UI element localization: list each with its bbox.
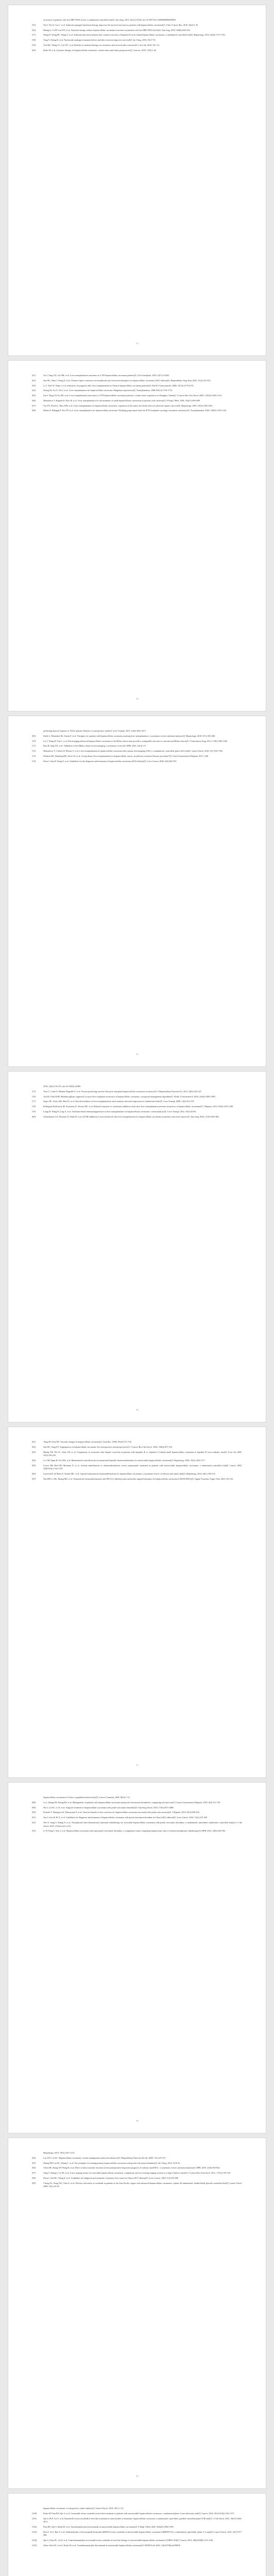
reference-number: [79] bbox=[32, 1110, 36, 1113]
reference-number: [76] bbox=[32, 1095, 36, 1098]
reference-item bbox=[32, 2507, 242, 2511]
reference-text: Rodriguez-Peralvarez M, Tsochatzis E, Naveas MC, et al. Reduced exposure to calcineurin inhibitors early after liver transplantation prevents recurrence of hepatocellular carcinoma[J]. J Hepatol, 2013, 59(6):1193-1199. bbox=[43, 1105, 234, 1108]
reference-item bbox=[32, 374, 242, 378]
reference-item bbox=[32, 384, 242, 388]
reference-number: [61] bbox=[32, 374, 36, 377]
reference-item bbox=[32, 1440, 242, 1444]
reference-item bbox=[32, 1459, 242, 1463]
reference-number: [68] bbox=[32, 409, 36, 412]
reference-text: Lencioni R, de Baere T, Soulen MC, et al. Lipiodol transarterial chemoembolization for hepatocellular carcinoma: a systematic review of efficacy and safety data[J]. Hepatology, 2016, 64(1):106-116. bbox=[43, 1472, 216, 1476]
reference-item bbox=[32, 2531, 242, 2537]
reference-number: [93] bbox=[32, 1829, 36, 1833]
reference-text: Pinheiro RS, Waisberg DR, Nacif LS, et al. Living donor liver transplantation for hepatocellular cancer: an (almost) exclusive Eastern procedure?[J]. Transl Gastroenterol Hepatol, 2017, 2:68. bbox=[43, 754, 209, 757]
reference-number: [86] bbox=[32, 1472, 36, 1476]
reference-number: [66] bbox=[32, 399, 36, 402]
reference-item bbox=[32, 744, 242, 748]
reference-item bbox=[32, 1110, 242, 1114]
reference-text: Kim B, Jung YK, et al. Validation of the Milan criteria for downstaging: a systematic review[J]. HPB, 2021, 23(3):1-9. bbox=[43, 744, 146, 748]
reference-number: [63] bbox=[32, 384, 36, 387]
document-page bbox=[8, 1072, 266, 1422]
reference-item bbox=[32, 399, 242, 403]
reference-text: predicting tumour response to TACE patients: Results of a prospective study[J]. Liver Transpl, 2015, 21(8):1062-1071. bbox=[43, 730, 147, 732]
reference-item bbox=[32, 409, 242, 413]
reference-text: Segev DL, Sozio SM, Shin EJ, et al. Steroid avoidance in liver transplantation: meta-analysis and meta-regression of randomized trials[J]. Liver Transpl, 2008, 14(4):512-525. bbox=[43, 1100, 195, 1103]
reference-text: Kokudo T, Hasegawa K, Matsuyama Y, et al. Survival benefit of liver resection for hepatocellular carcinoma associated with portal vein invasion[J]. J Hepatol, 2016, 65(5):938-943. bbox=[43, 1811, 200, 1814]
reference-text: Toso C, Cader S, Mentha-Dugerdil A, et al. Factors predicting survival after post-transplant hepatocellular carcinoma recurrence[J]. J Hepatobiliary Pancreat Sci, 2013, 20(3):342-347. bbox=[43, 1090, 202, 1093]
reference-text: Kudo M, et al. Systemic therapy for hepatocellular carcinoma: current status and future perspectives[J]. Cancers, 2019, 11(8):1-20. bbox=[43, 48, 157, 52]
reference-text: Li N, Feng S, Xue J, et al. Hepatocellular carcinoma with main portal vein tumor thrombus: a comparative study comparing hepatectomy with or without neoadjuvant radiotherapy[J]. HPB, 2016, 18(6):549-556. bbox=[43, 1829, 226, 1833]
reference-number: [62] bbox=[32, 379, 36, 382]
reference-text: Shi J, Lai EC, Li N, et al. Surgical treatment of hepatocellular carcinoma with portal vein tumor thrombus[J]. Ann Surg Oncol, 2010, 17(8):2073-2080. bbox=[43, 1806, 174, 1809]
reference-item bbox=[32, 2177, 242, 2180]
reference-text: recurrence in patients with low HBV-DNA levels: a randomized controlled trial[J]. Ann Surg, 2015, 261(1):56-66. doi:10.1097/SLA.0000000000000858. bbox=[43, 19, 176, 21]
reference-text: Yang Y, Zhang H, et al. Nucleoside analogue treatment before and after resection improves survival[J]. Int J Surg, 2016, 38:27-35. bbox=[43, 39, 156, 42]
reference-item bbox=[32, 2172, 242, 2175]
reference-item bbox=[32, 755, 242, 758]
reference-text: Mazzaferro V, Citterio D, Bhoori S, et al. Liver transplantation in hepatocellular carcinoma after tumour downstaging (XXL): a randomised, controlled, phase 2b/3 trial[J]. Lancet Oncol, 2020, 21(7):947-956. bbox=[43, 750, 223, 753]
reference-text: Wei X, Jiang Y, Zhang X, et al. Neoadjuvant three-dimensional conformal radiotherapy for resectable hepatocellular carcinoma with portal vein tumor thrombus: a randomized, open-label, multicenter controlled study[J]. J Clin Oncol, 2019, 37(24):2141-2151. bbox=[43, 1821, 242, 1827]
reference-item bbox=[32, 2162, 242, 2165]
reference-item bbox=[32, 389, 242, 393]
page-number: 77 bbox=[136, 1764, 138, 1767]
reference-text: Kudo M, Finn RS, Qin S, et al. Lenvatinib versus sorafenib in first-line treatment of patients with unresectable hepatocellular carcinoma: a randomised phase 3 non-inferiority trial[J]. Lancet, 2018, 391(10126):1163-1173. bbox=[43, 2512, 235, 2515]
reference-text: Zhou J, Sun H, Wang Z, et al. Guidelines for the diagnosis and treatment of hepatocellular carcinoma (2019 edition)[J]. Liver Cancer, 2020, 9(6):682-720. bbox=[43, 759, 177, 762]
reference-item bbox=[32, 2182, 242, 2189]
reference-list bbox=[32, 2151, 242, 2474]
reference-item bbox=[32, 730, 242, 733]
document-page bbox=[8, 1427, 266, 1777]
reference-item bbox=[32, 2151, 242, 2155]
reference-item bbox=[32, 2517, 242, 2524]
document-page bbox=[8, 2494, 266, 2576]
reference-text: Lei J, Wang W, Yan L, et al. Downstaging advanced hepatocellular carcinoma to the Milan criteria may provide a comparable outcome to conventional Milan criteria[J]. J Gastrointest Surg, 2013, 17(8):1440-1446. bbox=[43, 739, 228, 742]
reference-text: Mehta N, Bhangui P, Yao FY, et al. Liver transplantation for hepatocellular carcinoma. Working group report from the ILTS transplant oncology consensus conference[J]. Transplantation, 2020, 104(6):1136-1142. bbox=[43, 409, 227, 412]
reference-text: Lau WY, Lai EC. Hepatocellular carcinoma: current management and recent advances[J]. Hepatobiliary Pancreat Dis Int, 2008, 7(3):237-257. bbox=[43, 2156, 166, 2159]
reference-number: [74] bbox=[32, 759, 36, 762]
reference-number bbox=[32, 1085, 40, 1089]
reference-item bbox=[32, 735, 242, 738]
reference-number: [103] bbox=[32, 2530, 37, 2533]
document-page bbox=[8, 2138, 266, 2488]
reference-number: [82] bbox=[32, 1445, 36, 1448]
reference-number: [55] bbox=[32, 23, 36, 26]
reference-item bbox=[32, 49, 242, 53]
reference-item bbox=[32, 29, 242, 32]
reference-item bbox=[32, 750, 242, 753]
reference-text: Tsai MC, Wang CC, Lee WC, et al. Benefits of antiviral therapy on recurrence and survival after resection[J]. Liver Int, 2018, 38:1-12. bbox=[43, 43, 160, 46]
page-number: 76 bbox=[136, 1409, 138, 1411]
document-page bbox=[8, 1783, 266, 2133]
reference-text: Liang W, Wang D, Ling X, et al. Sirolimus-based immunosuppression in liver transplantation for hepatocellular carcinoma: a meta-analysis[J]. Liver Transpl, 2012, 18(1):62-69. bbox=[43, 1110, 197, 1113]
reference-number: [65] bbox=[32, 394, 36, 397]
reference-number: [84] bbox=[32, 1459, 36, 1462]
reference-item bbox=[32, 1829, 242, 1833]
reference-text: Zhu HD, Li HL, Huang MS, et al. Transarterial chemoembolization with PD-(L)1 inhibitors plus molecular targeted therapies for hepatocellular carcinoma (CHANCE001)[J]. Signal Transduct Target Ther, 2023, 8(1):58. bbox=[43, 1477, 233, 1480]
reference-item bbox=[32, 2512, 242, 2516]
reference-item bbox=[32, 1472, 242, 1476]
page-number: 73 bbox=[136, 342, 138, 345]
reference-text: Wu J, Yin Z, Cao L, et al. Adjuvant equipped interferon therapy improves the survival outcomes in patients with hepatocellular carcinoma[J]. Chin J Cancer Res, 2018, 30(2):1-10. bbox=[43, 23, 199, 26]
document-page bbox=[8, 361, 266, 711]
reference-number: [64] bbox=[32, 389, 36, 392]
reference-item bbox=[32, 33, 242, 37]
reference-item bbox=[32, 394, 242, 398]
reference-text: Zhou J, Sun HC, Wang Z, et al. Guidelines for diagnosis and treatment of primary liver cancer in China (2017 edition)[J]. Liver Cancer, 2018, 7(3):235-260. bbox=[43, 2176, 179, 2179]
reference-number: [80] bbox=[32, 1115, 36, 1118]
reference-item bbox=[32, 44, 242, 47]
reference-item bbox=[32, 1446, 242, 1449]
reference-text: hepatocellular carcinoma in China: a population-based study[J]. Cancer Commun, 2020, 40(4):1-12. bbox=[43, 1796, 131, 1799]
reference-text: Yao FY, Ferrell L, Bass NM, et al. Liver transplantation for hepatocellular carcinoma: expansion of the tumor size limits does not adversely impact survival[J]. Hepatology, 2001, 33(6):1394-1403. bbox=[43, 404, 213, 407]
reference-text: Chen ZH, Zhang XP, Wang H, et al. Effect of microvascular invasion on the postoperative long-term prognosis of solitary small HCC: a systematic review and meta-analysis[J]. HPB, 2019, 21(8):935-944. bbox=[43, 2166, 220, 2170]
reference-number bbox=[32, 19, 40, 22]
reference-text: Llovet JM, Real MI, Montana X, et al. Arterial embolisation or chemoembolisation versus symptomatic treatment in patients with unresectable hepatocellular carcinoma: a randomised controlled trial[J]. Lancet, 2002, 359(9319):1734-1739. bbox=[43, 1464, 242, 1470]
reference-number: [83] bbox=[32, 1450, 36, 1453]
reference-item bbox=[32, 1816, 242, 1820]
reference-number: [101] bbox=[32, 2517, 37, 2520]
reference-number: [97] bbox=[32, 2172, 36, 2175]
reference-item bbox=[32, 1085, 242, 1089]
reference-number: [100] bbox=[32, 2512, 37, 2515]
reference-list bbox=[32, 2507, 242, 2576]
reference-item bbox=[32, 2539, 242, 2543]
reference-number bbox=[32, 2151, 40, 2155]
reference-text: Kulik L, Heimbach JK, Zaiem F, et al. Therapies for patients with hepatocellular carcinoma awaiting liver transplantation: a systematic review and meta-analysis[J]. Hepatology, 2018, 67(1):381-400. bbox=[43, 734, 216, 737]
reference-item bbox=[32, 2166, 242, 2170]
reference-item bbox=[32, 1095, 242, 1099]
reference-number: [85] bbox=[32, 1464, 36, 1467]
reference-item bbox=[32, 760, 242, 764]
reference-number bbox=[32, 730, 40, 733]
reference-list bbox=[32, 1796, 242, 2119]
reference-number: [72] bbox=[32, 750, 36, 753]
reference-number: [102] bbox=[32, 2525, 37, 2528]
reference-number: [59] bbox=[32, 43, 36, 46]
reference-item bbox=[32, 740, 242, 743]
reference-number: [89] bbox=[32, 1806, 36, 1809]
reference-number: [57] bbox=[32, 33, 36, 37]
reference-number: [95] bbox=[32, 2161, 36, 2164]
reference-list bbox=[32, 374, 242, 697]
reference-number: [92] bbox=[32, 1821, 36, 1824]
reference-item bbox=[32, 24, 242, 27]
reference-item bbox=[32, 1115, 242, 1119]
reference-text: Hepatology, 2019, 70(4):1201-1213. bbox=[43, 2151, 75, 2154]
reference-text: Li J, Yan LN, Yang J, et al. Indicators of prognosis after liver transplantation in Chinese hepatocellular carcinoma patients[J]. World J Gastroenterol, 2009, 15(33):4170-4176. bbox=[43, 384, 194, 387]
reference-number: [94] bbox=[32, 2156, 36, 2159]
reference-number: [56] bbox=[32, 28, 36, 31]
reference-list bbox=[32, 730, 242, 1052]
reference-text: Ren Z, Xu J, Bai Y, et al. Sintilimab plus a bevacizumab biosimilar (IBI305) versus sorafenib in unresectable hepatocellular carcinoma (ORIENT-32): a randomised, open-label, phase 2-3 study[J]. Lancet Oncol, 2021, 22(7):977-990. bbox=[43, 2530, 242, 2537]
reference-text: Mazzaferro V, Regalia E, Doci R, et al. Liver transplantation for the treatment of small hepatocellular carcinomas in patients with cirrhosis[J]. N Engl J Med, 1996, 334(11):693-699. bbox=[43, 399, 201, 402]
reference-item bbox=[32, 1806, 242, 1810]
reference-text: Huang YH, Wu JC, Chen CH, et al. Comparison of recurrence after hepatic resection in patients with hepatitis B vs. hepatitis C-related small hepatocellular carcinoma in hepatitis B virus endemic area[J]. Liver Int, 2005, 25(2):236-241. bbox=[43, 1450, 242, 1457]
reference-item bbox=[32, 379, 242, 383]
reference-number: [88] bbox=[32, 1801, 36, 1804]
reference-list bbox=[32, 1440, 242, 1763]
reference-number: [98] bbox=[32, 2176, 36, 2179]
reference-item bbox=[32, 19, 242, 22]
reference-item bbox=[32, 1478, 242, 1481]
reference-item bbox=[32, 1821, 242, 1828]
reference-number: [71] bbox=[32, 744, 36, 748]
reference-number: [105] bbox=[32, 2544, 37, 2547]
document-page bbox=[8, 5, 266, 355]
reference-item bbox=[32, 2544, 242, 2548]
reference-text: Sun HC, Zhou J, Wang Z, et al. Chinese expert consensus on neoadjuvant and conversion therapies for hepatocellular carcinoma (2021 edition)[J]. Hepatobiliary Surg Nutr, 2022, 11(2):227-252. bbox=[43, 379, 211, 382]
reference-text: Schnitzbauer AA, Filmann N, Adam R, et al. mTOR inhibition is most beneficial after liver transplantation for hepatocellular carcinoma in patients with active tumors[J]. Ann Surg, 2020, 272(5):855-862. bbox=[43, 1115, 219, 1118]
page-number: 74 bbox=[136, 698, 138, 700]
reference-text: 2018, 24(2):134-155. doi:10.1002/lt.24985. bbox=[43, 1085, 81, 1088]
reference-number: [73] bbox=[32, 754, 36, 757]
reference-text: Zheng SS, Xu X, Wu J, et al. Liver transplantation for hepatocellular carcinoma: Hangzhou experiences[J]. Transplantation, 2008, 85(12):1726-1732. bbox=[43, 389, 173, 392]
reference-item bbox=[32, 39, 242, 42]
reference-number: [81] bbox=[32, 1440, 36, 1443]
reference-item bbox=[32, 1801, 242, 1805]
reference-number: [58] bbox=[32, 39, 36, 42]
reference-number bbox=[32, 1796, 40, 1800]
reference-text: Qin S, Chan SL, Gu S, et al. Camrelizumab plus rivoceranib versus sorafenib as first-line therapy for unresectable hepatocellular carcinoma (CARES-310)[J]. Lancet, 2023, 402(10408):1133-1146. bbox=[43, 2539, 214, 2542]
reference-item bbox=[32, 1796, 242, 1800]
reference-text: Wang JJ, Wong BC, Wang Y, et al. Adjuvant antiviral treatment after curative resection of hepatitis B virus related hepatocellular carcinoma: a randomized controlled trial[J]. Hepatology, 2015, 62(6):1737-1750. bbox=[43, 33, 225, 37]
reference-number: [60] bbox=[32, 48, 36, 52]
reference-number: [70] bbox=[32, 739, 36, 742]
reference-number: [90] bbox=[32, 1811, 36, 1814]
reference-text: hepatocellular carcinoma: a retrospective cohort analysis[J]. Lancet Oncol, 2018, 19(7):1-12. bbox=[43, 2507, 124, 2510]
reference-text: Cheng AL, Kang YK, Chen Z, et al. Efficacy and safety of sorafenib in patients in the Asia-Pacific region with advanced hepatocellular carcinoma: a phase III randomised, double-blind, placebo-controlled trial[J]. Lancet Oncol, 2009, 10(1):25-34. bbox=[43, 2181, 242, 2188]
reference-number: [75] bbox=[32, 1090, 36, 1093]
page-number: 75 bbox=[136, 1053, 138, 1056]
reference-item bbox=[32, 1100, 242, 1104]
reference-text: Qin S, Bi F, Gu S, et al. Donafenib versus sorafenib in first-line treatment of unresectable or metastatic hepatocellular carcinoma: a randomized, open-label, parallel-controlled phase II-III trial[J]. J Clin Oncol, 2021, 39(27):3002-3011. bbox=[43, 2517, 242, 2523]
reference-number: [87] bbox=[32, 1477, 36, 1480]
reference-text: Sun HC, Tang ZY. Angiogenesis in hepatocellular carcinoma: the retrospectives and perspectives[J]. J Cancer Res Clin Oncol, 2004, 130(6):307-319. bbox=[43, 1445, 173, 1448]
reference-item bbox=[32, 1090, 242, 1094]
reference-number: [99] bbox=[32, 2181, 36, 2184]
reference-text: Yang ZF, Poon RT. Vascular changes in hepatocellular carcinoma[J]. Anat Rec, 2008, 291(6):721-734. bbox=[43, 1440, 132, 1443]
reference-text: Zhang ZM, Lai EC, Zhang C, et al. The strategies for treating primary hepatocellular carcinoma with portal vein tumor thrombus[J]. Int J Surg, 2015, 20:8-16. bbox=[43, 2161, 181, 2164]
page-number: 79 bbox=[136, 2475, 138, 2478]
page-number: 78 bbox=[136, 2120, 138, 2122]
reference-list bbox=[32, 19, 242, 341]
reference-item bbox=[32, 2526, 242, 2529]
document-page bbox=[8, 716, 266, 1066]
reference-text: Au KP, Chok KSH. Multidisciplinary approach for post-liver transplant recurrence of hepatocellular carcinoma: a proposed management algorithm[J]. World J Gastroenterol, 2018, 24(45):5081-5094. bbox=[43, 1095, 216, 1098]
reference-text: Huang G, Li PP, Lau WY, et al. Antiviral therapy reduces hepatocellular carcinoma recurrence in patients with low HBV-DNA levels[J]. Ann Surg, 2018, 268(6):943-954. bbox=[43, 28, 190, 31]
reference-list bbox=[32, 1085, 242, 1408]
reference-item bbox=[32, 1464, 242, 1471]
reference-number: [96] bbox=[32, 2166, 36, 2170]
reference-number: [104] bbox=[32, 2539, 37, 2542]
reference-number bbox=[32, 2507, 40, 2511]
reference-item bbox=[32, 1105, 242, 1109]
reference-number: [67] bbox=[32, 404, 36, 407]
reference-number: [91] bbox=[32, 1816, 36, 1819]
reference-number: [69] bbox=[32, 734, 36, 737]
reference-text: Xu J, Yang XX, Liu PM, et al. Liver transplantation outcomes in 2 339 hepatocellular carcinoma patients[J]. Clin Transplant, 2018, 32(7):e13285. bbox=[43, 374, 170, 377]
reference-text: Yang T, Zhang J, Lu JH, et al. A new staging system for resectable hepatocellular carcinoma: comparison with six existing staging systems in a large Chinese cohort[J]. J Cancer Res Clin Oncol, 2011, 137(5):739-750. bbox=[43, 2172, 231, 2175]
reference-text: Fan J, Yang GS, Fu ZR, et al. Liver transplantation outcomes in 1,078 hepatocellular carcinoma patients: a multi-center experience in Shanghai, China[J]. J Cancer Res Clin Oncol, 2009, 135(10):1403-1412. bbox=[43, 394, 222, 397]
reference-text: Lu J, Zhang XP, Zhong BY, et al. Management of patients with hepatocellular carcinoma and portal vein tumour thrombosis: comparing east and west[J]. Lancet Gastroenterol Hepatol, 2019, 4(9):721-730. bbox=[43, 1801, 221, 1804]
reference-text: Sun J, Guo R, Bi X, et al. Guidelines for diagnosis and treatment of hepatocellular carcinoma with portal vein tumor thrombus in China (2021 edition)[J]. Liver Cancer, 2022, 11(4):315-328. bbox=[43, 1816, 208, 1819]
reference-text: Lo CM, Ngan H, Tso WK, et al. Randomized controlled trial of transarterial lipiodol chemoembolization for unresectable hepatocellular carcinoma[J]. Hepatology, 2002, 35(5):1164-1171. bbox=[43, 1459, 205, 1462]
reference-item bbox=[32, 404, 242, 408]
reference-item bbox=[32, 2157, 242, 2160]
reference-number: [78] bbox=[32, 1105, 36, 1108]
reference-text: Abou-Alfa GK, Lau G, Kudo M, et al. Tremelimumab plus durvalumab in unresectable hepatocellular carcinoma[J]. NEJM Evid, 2022, 1(8):EVIDoa2100070. bbox=[43, 2544, 181, 2547]
reference-item bbox=[32, 1811, 242, 1815]
reference-text: Finn RS, Qin S, Ikeda M, et al. Atezolizumab plus bevacizumab in unresectable hepatocellular carcinoma[J]. N Engl J Med, 2020, 382(20):1894-1905. bbox=[43, 2525, 174, 2528]
reference-number: [77] bbox=[32, 1100, 36, 1103]
reference-item bbox=[32, 1451, 242, 1458]
